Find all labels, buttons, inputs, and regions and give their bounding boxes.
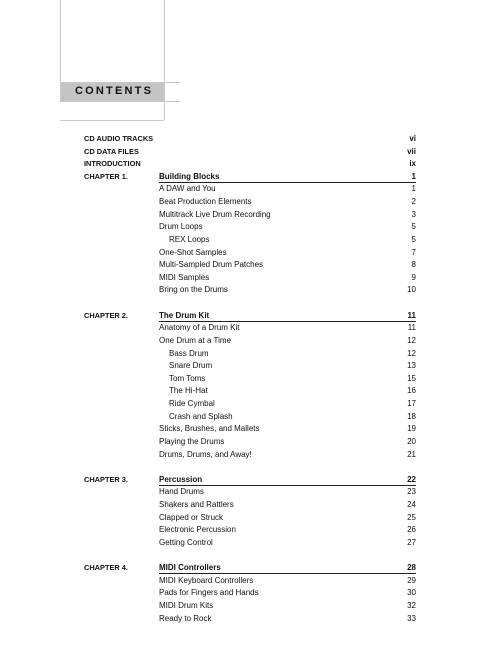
front-matter-label: CD DATA FILES [84,146,139,156]
page-number: 13 [407,361,416,371]
page-number: 17 [407,399,416,409]
entry-title: Beat Production Elements [159,197,252,207]
chapter-title: The Drum Kit [159,310,210,320]
toc-entry-row[interactable] [0,283,500,296]
page-number: ix [409,159,416,169]
entry-title: MIDI Drum Kits [159,600,214,610]
toc-entry-row[interactable] [0,586,500,599]
page-number: 2 [411,197,416,207]
page-number: 11 [407,310,416,320]
page-number: 9 [411,272,416,282]
chapter-title: MIDI Controllers [159,563,221,573]
toc-front-matter-row[interactable] [0,145,500,158]
toc-entry-row[interactable] [0,271,500,284]
front-matter-label: CD AUDIO TRACKS [84,134,154,143]
entry-title: MIDI Samples [159,272,210,282]
chapter-label: CHAPTER 1. [84,171,128,181]
page-number: 3 [411,209,416,219]
toc-entry-row[interactable] [0,485,500,498]
page-number: 26 [407,525,416,535]
entry-title: Playing the Drums [159,436,225,446]
page-title: CONTENTS [75,85,154,97]
toc-entry-row[interactable] [0,435,500,448]
entry-title: Shakers and Rattlers [159,499,234,509]
entry-title: Getting Control [159,537,213,547]
toc-entry-row[interactable] [0,422,500,435]
page-number: 32 [407,600,416,610]
toc-entry-row[interactable] [0,498,500,511]
page-number: 29 [407,575,416,585]
page-number: vii [407,146,416,156]
entry-title: Crash and Splash [169,411,233,421]
entry-title: Multi-Sampled Drum Patches [159,260,264,270]
page-number: 5 [411,234,416,244]
entry-title: Hand Drums [159,487,204,497]
page-number: 1 [411,184,416,194]
toc-front-matter-row[interactable] [0,132,500,145]
page-number: 7 [411,247,416,257]
entry-title: REX Loops [169,234,210,244]
toc-entry-row[interactable] [0,334,500,347]
entry-title: Snare Drum [169,361,213,371]
page-number: 27 [407,537,416,547]
toc-entry-row[interactable] [0,208,500,221]
toc-entry-row[interactable] [0,574,500,587]
toc-entry-row[interactable] [0,511,500,524]
toc-entry-row[interactable] [0,246,500,259]
entry-title: Drums, Drums, and Away! [159,449,252,459]
page-number: 11 [407,323,416,333]
page-number: 15 [407,373,416,383]
entry-title: Ready to Rock [159,613,212,623]
entry-title: The Hi-Hat [169,386,208,396]
entry-title: Electronic Percussion [159,525,236,535]
toc-entry-row[interactable] [0,523,500,536]
chapter-title: Percussion [159,474,203,484]
toc-entry-row[interactable] [0,599,500,612]
chapter-title: Building Blocks [159,171,220,181]
entry-title: Bring on the Drums [159,285,228,295]
page-number: 33 [407,613,416,623]
page-number: 21 [407,449,416,459]
toc-entry-row[interactable] [0,536,500,549]
entry-title: Bass Drum [169,348,209,358]
page-number: 12 [407,348,416,358]
toc-entry-row[interactable] [0,195,500,208]
page-number: 18 [407,411,416,421]
toc-entry-row[interactable] [0,220,500,233]
toc-entry-row[interactable] [0,182,500,195]
toc-entry-row[interactable] [0,347,500,360]
chapter-label: CHAPTER 3. [84,474,128,484]
entry-title: Ride Cymbal [169,399,215,409]
toc-entry-row[interactable] [0,448,500,461]
chapter-label: CHAPTER 4. [84,563,128,573]
entry-title: Pads for Fingers and Hands [159,588,259,598]
page-number: 25 [407,512,416,522]
toc-entry-row[interactable] [0,612,500,625]
page-number: 10 [407,285,416,295]
page-number: 23 [407,487,416,497]
page-number: 8 [411,260,416,270]
page-number: 24 [407,499,416,509]
entry-title: Drum Loops [159,222,203,232]
page-number: 1 [411,171,416,181]
toc-entry-row[interactable] [0,233,500,246]
entry-title: Multitrack Live Drum Recording [159,209,271,219]
toc-entry-row[interactable] [0,410,500,423]
page-number: 28 [407,563,416,573]
entry-title: A DAW and You [159,184,216,194]
entry-title: One-Shot Samples [159,247,227,257]
toc-entry-row[interactable] [0,321,500,334]
toc-entry-row[interactable] [0,384,500,397]
toc-front-matter-row[interactable] [0,157,500,170]
page-number: 16 [407,386,416,396]
entry-title: Clapped or Struck [159,512,224,522]
page-number: 5 [411,222,416,232]
toc-entry-row[interactable] [0,359,500,372]
page-number: 22 [407,474,416,484]
entry-title: MIDI Keyboard Controllers [159,575,254,585]
page-number: 30 [407,588,416,598]
toc-entry-row[interactable] [0,258,500,271]
entry-title: Sticks, Brushes, and Mallets [159,424,260,434]
page-number: 19 [407,424,416,434]
page-number: 20 [407,436,416,446]
entry-title: Tom Toms [169,373,206,383]
entry-title: Anatomy of a Drum Kit [159,323,240,333]
toc-entry-row[interactable] [0,397,500,410]
chapter-label: CHAPTER 2. [84,310,128,320]
page-number: 12 [407,335,416,345]
toc-entry-row[interactable] [0,372,500,385]
entry-title: One Drum at a Time [159,335,232,345]
front-matter-label: INTRODUCTION [84,159,141,169]
page-number: vi [409,134,416,143]
